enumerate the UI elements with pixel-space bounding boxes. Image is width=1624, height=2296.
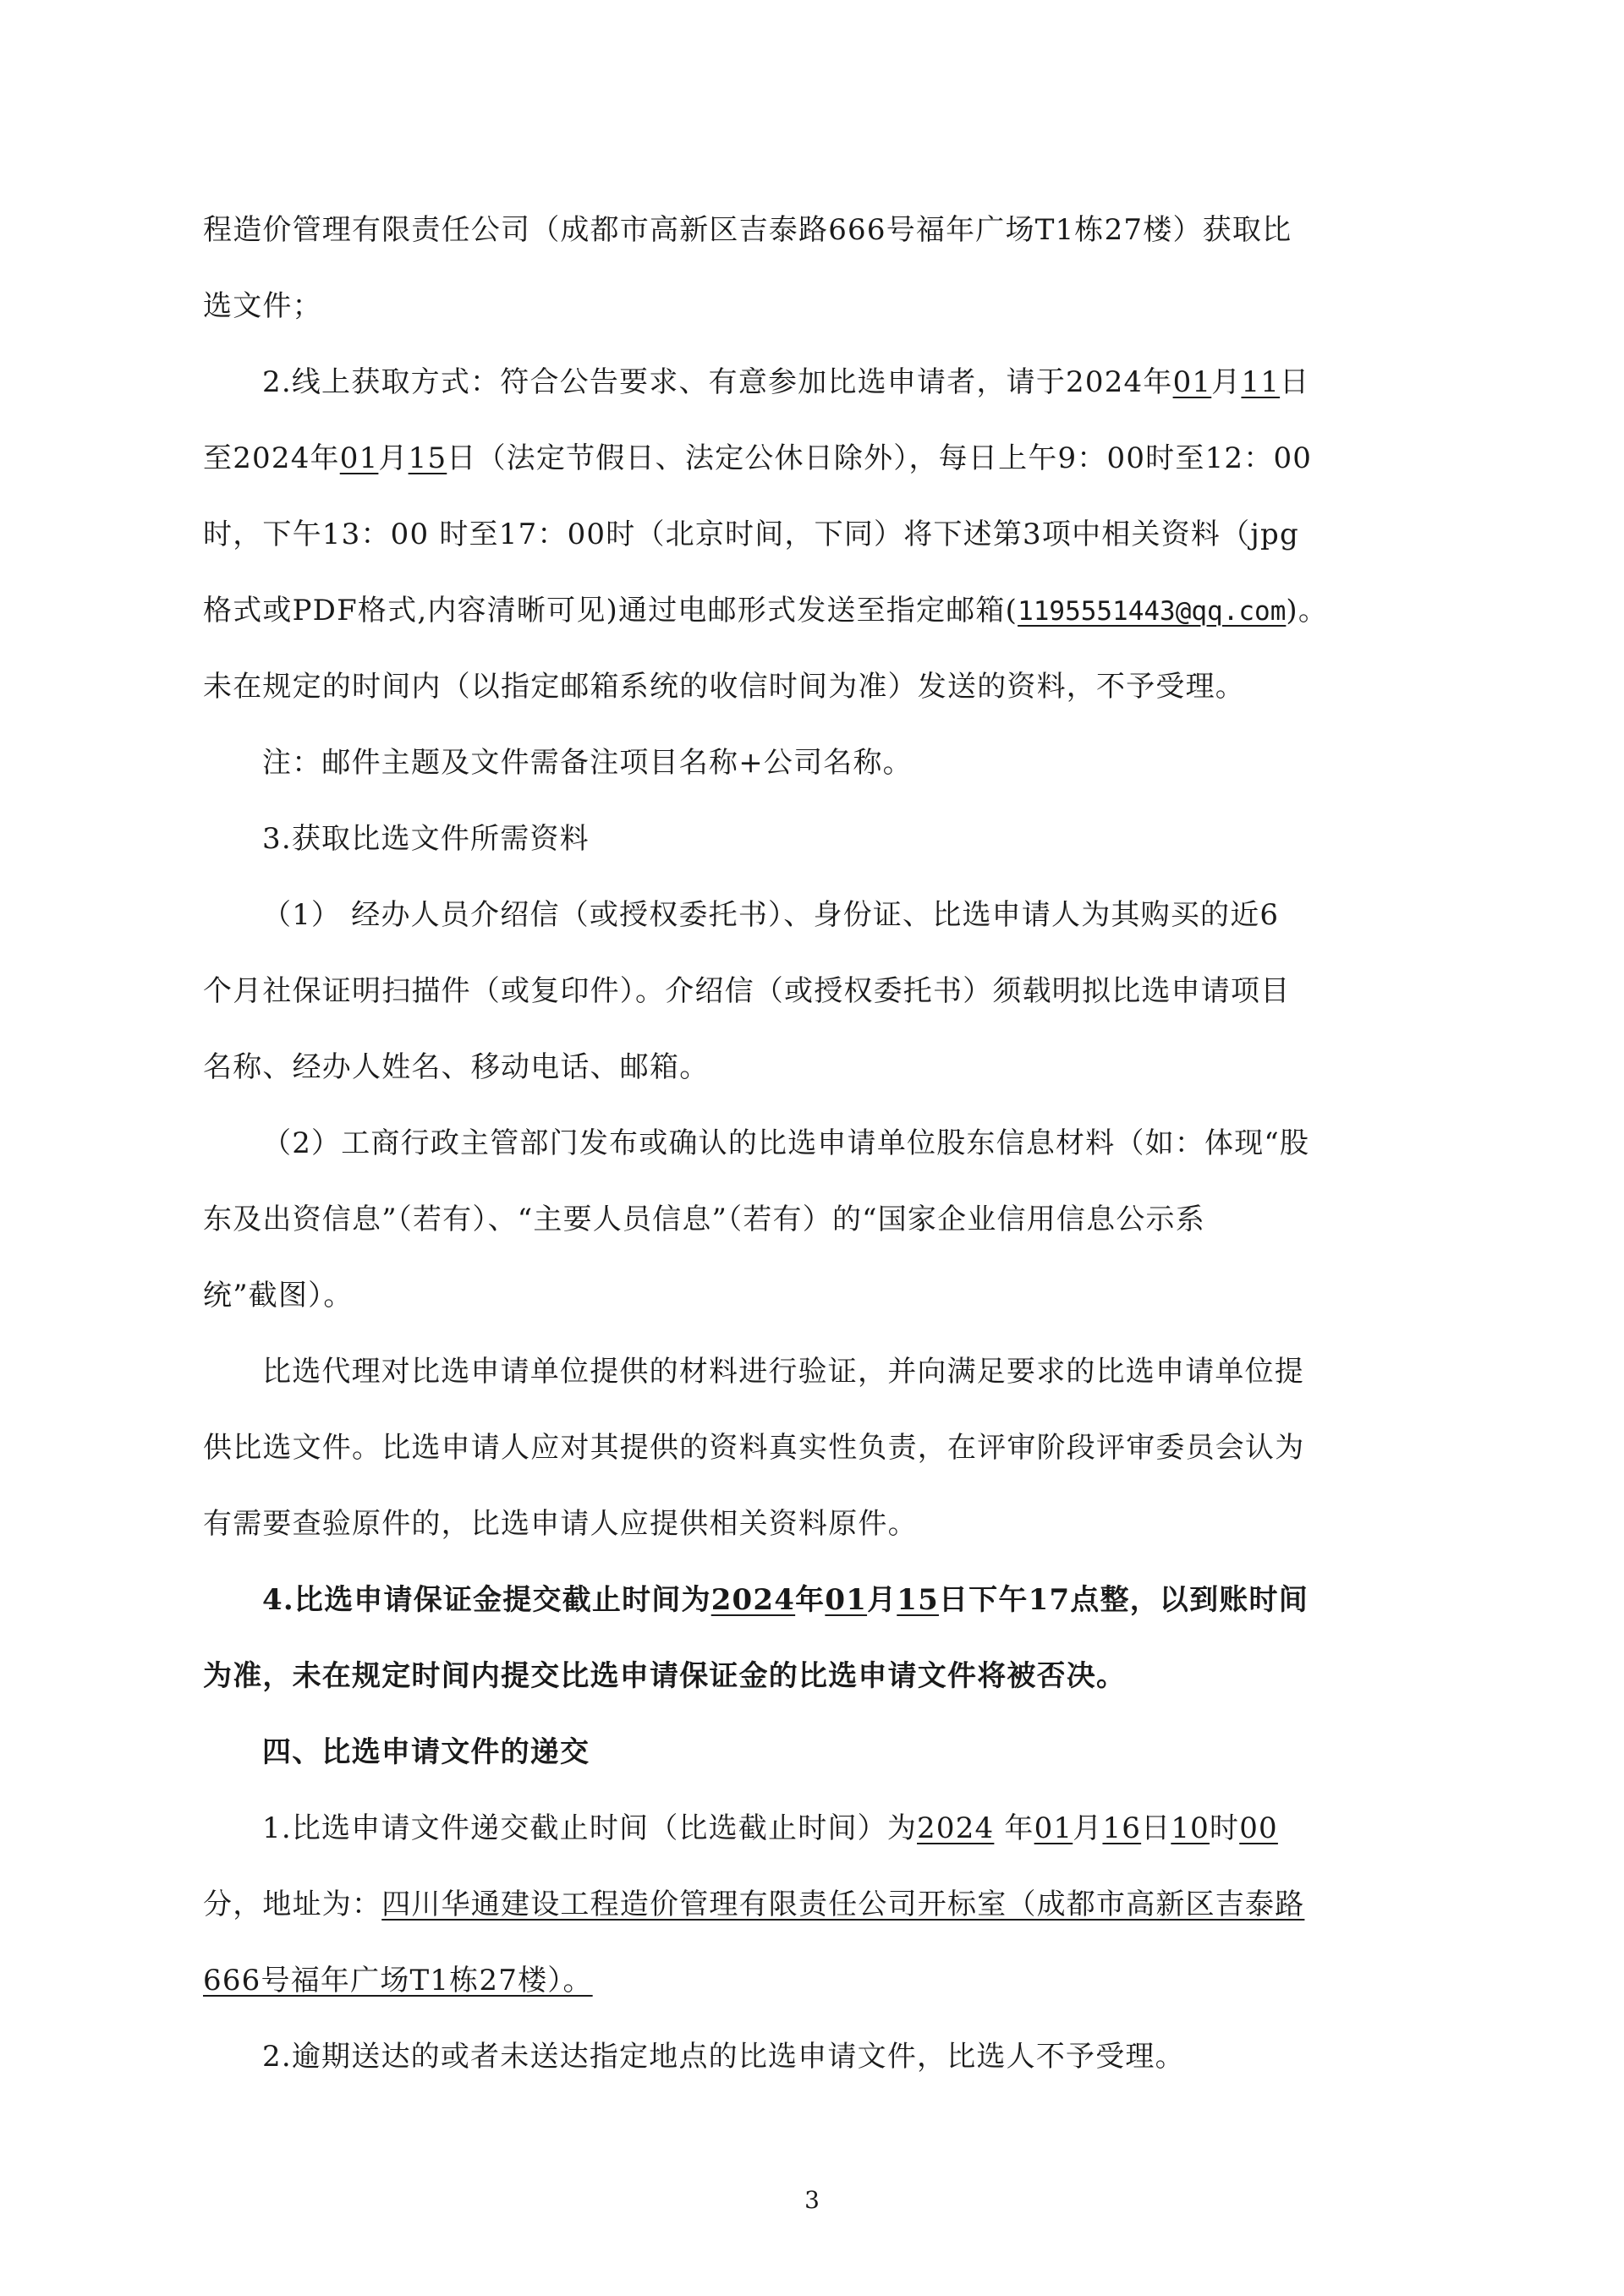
text-span: 4.比选申请保证金提交截止时间为: [262, 1583, 711, 1617]
text-span: 分，地址为：: [203, 1888, 382, 1921]
text-span: 月: [1073, 1811, 1103, 1845]
bold-text-line: 为准，未在规定时间内提交比选申请保证金的比选申请文件将被否决。: [203, 1659, 1127, 1693]
underlined-month: 01: [339, 441, 379, 475]
underlined-month: 01: [825, 1583, 868, 1617]
underlined-month: 01: [1172, 365, 1212, 399]
text-span: 1.比选申请文件递交截止时间（比选截止时间）为: [262, 1811, 918, 1845]
text-line: 有需要查验原件的，比选申请人应提供相关资料原件。: [203, 1507, 918, 1541]
text-span: 时: [1210, 1811, 1240, 1845]
underlined-day: 15: [897, 1583, 939, 1617]
section-heading: 四、比选申请文件的递交: [262, 1735, 590, 1769]
text-line: 2.逾期送达的或者未送达指定地点的比选申请文件，比选人不予受理。: [262, 2040, 1185, 2074]
underlined-day: 11: [1241, 365, 1281, 399]
text-line: [203, 438, 1421, 479]
text-span: 日（法定节假日、法定公休日除外），每日上午9：00时至12：00: [447, 441, 1313, 475]
text-span: 日: [1280, 365, 1310, 399]
text-line: 名称、经办人姓名、移动电话、邮箱。: [203, 1050, 710, 1084]
text-span: )。: [1286, 594, 1329, 627]
text-line: [262, 1808, 1421, 1849]
text-line: （2）工商行政主管部门发布或确认的比选申请单位股东信息材料（如：体现“股: [262, 1126, 1310, 1160]
page-number: 3: [804, 2186, 820, 2214]
text-span: 至2024年: [203, 441, 340, 475]
text-line: 未在规定的时间内（以指定邮箱系统的收信时间为准）发送的资料，不予受理。: [203, 670, 1245, 704]
text-line: 东及出资信息”（若有）、“主要人员信息”（若有）的“国家企业信用信息公示系: [203, 1203, 1205, 1236]
underlined-day: 15: [408, 441, 447, 475]
text-span: 格式或PDF格式,内容清晰可见)通过电邮形式发送至指定邮箱(: [203, 594, 1018, 627]
text-span: 2.线上获取方式：符合公告要求、有意参加比选申请者，请于2024年: [262, 365, 1173, 399]
bold-text-line: [262, 1580, 1421, 1620]
text-line: 供比选文件。比选申请人应对其提供的资料真实性负责，在评审阶段评审委员会认为: [203, 1431, 1305, 1465]
text-line: 个月社保证明扫描件（或复印件）。介绍信（或授权委托书）须载明拟比选申请项目: [203, 974, 1291, 1008]
underlined-minute: 00: [1239, 1811, 1278, 1845]
text-line: 时，下午13：00 时至17：00时（北京时间，下同）将下述第3项中相关资料（jpg: [203, 518, 1299, 551]
text-span: 月: [867, 1583, 897, 1617]
text-span: 日: [1141, 1811, 1171, 1845]
text-span: 月: [378, 441, 409, 475]
text-line: 选文件；: [203, 289, 322, 323]
underlined-year: 2024: [710, 1583, 796, 1617]
underlined-day: 16: [1102, 1811, 1142, 1845]
text-line: [203, 1884, 1421, 1925]
text-span: 年: [994, 1811, 1034, 1845]
text-line: 程造价管理有限责任公司（成都市高新区吉泰路666号福年广场T1栋27楼）获取比: [203, 213, 1292, 247]
section-heading: 3.获取比选文件所需资料: [262, 822, 590, 856]
text-line: 统”截图）。: [203, 1279, 354, 1312]
text-span: 月: [1211, 365, 1242, 399]
text-line: [203, 1960, 1421, 2001]
text-line: [262, 362, 1421, 403]
underlined-address: 四川华通建设工程造价管理有限责任公司开标室（成都市高新区吉泰路: [381, 1888, 1305, 1921]
text-line: 比选代理对比选申请单位提供的材料进行验证，并向满足要求的比选申请单位提: [262, 1355, 1304, 1389]
text-line: [203, 590, 1421, 632]
text-line: （1） 经办人员介绍信（或授权委托书）、身份证、比选申请人为其购买的近6: [262, 898, 1280, 932]
underlined-hour: 10: [1171, 1811, 1210, 1845]
underlined-year: 2024: [917, 1811, 995, 1845]
text-span: 年: [795, 1583, 826, 1617]
underlined-address: 666号福年广场T1栋27楼）。: [203, 1964, 593, 1997]
text-span: 日下午17点整，以到账时间: [938, 1583, 1309, 1617]
text-line: 注：邮件主题及文件需备注项目名称+公司名称。: [262, 746, 913, 780]
email-link[interactable]: 1195551443@qq.com: [1018, 596, 1287, 627]
underlined-month: 01: [1034, 1811, 1073, 1845]
